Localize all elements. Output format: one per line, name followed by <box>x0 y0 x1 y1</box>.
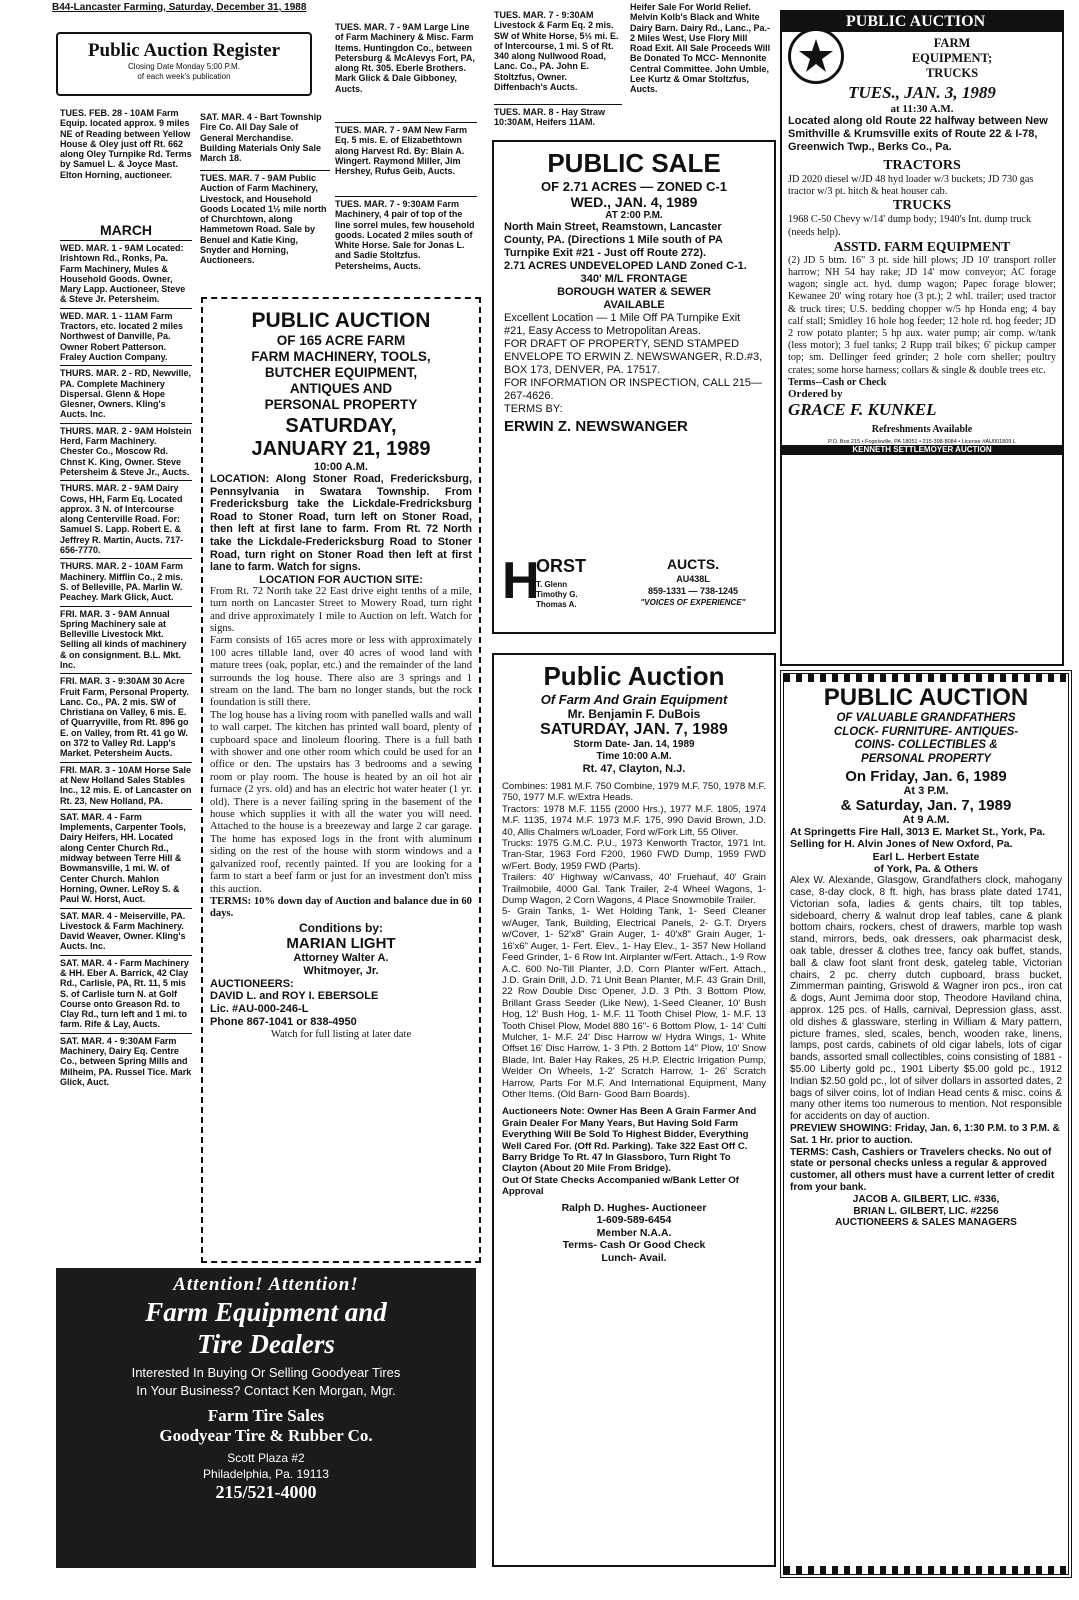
jones-title: PUBLIC AUCTION <box>823 684 1029 711</box>
jones-preview: PREVIEW SHOWING: Friday, Jan. 6, 1:30 P.M. to 3 P.M. & Sat. 1 Hr. prior to auction. <box>790 1122 1060 1146</box>
kunkel-band: KENNETH SETTLEMOYER AUCTION <box>782 445 1062 455</box>
listing-mar7-new: TUES. MAR. 7 - 9AM New Farm Eq. 5 mis. E. of Elizabethtown along Harvest Rd. By: Blain A. Wingert. Raymond Miller, Jim Hershey, Rufus Geib, Aucts. <box>335 122 477 195</box>
listing-entry: THURS. MAR. 2 - RD, Newville, PA. Complete Machinery Dispersal. Glenn & Hope Glesner, Owners. Kling's Aucts. Inc. <box>60 365 192 422</box>
listing-mar7-churchtown: TUES. MAR. 7 - 9AM Public Auction of Farm Machinery, Livestock, and Household Goods Located 1½ mile north of Churchtown, along Hammetown Road. Sale by Benuel and Katie King, Snyder and Horning, Auctioneers. <box>200 170 330 287</box>
ad165-cond: Conditions by: <box>299 920 383 935</box>
listing-column-1 <box>60 240 192 1290</box>
listing-mar7-large: TUES. MAR. 7 - 9AM Large Line of Farm Machinery & Misc. Farm Items. Huntingdon Co., between Petersburg & McAlevys Fort, PA, along Rt. 305. Eberle Brothers. Mark Glick & Dale Gibboney, Aucts. <box>335 22 475 94</box>
grain-sub: Of Farm And Grain Equipment <box>540 692 728 707</box>
grain-title: Public Auction <box>543 661 725 691</box>
kunkel-trucks: 1968 C-50 Chevy w/14' dump body; 1940's Int. dump truck (needs help). <box>788 214 1032 238</box>
tire-l7: Scott Plaza #2 Philadelphia, Pa. 19113 <box>203 1451 329 1481</box>
listing-entry: SAT. MAR. 4 - Farm Machinery & HH. Eber A. Barrick, 42 Clay Rd., Carlisle, PA, Rt. 11, 5 mis S. of Carlisle turn N. at Golf Course onto Greason Rd. to Clay Rd., turn left and 1 mi. to farm. Rife & Lay, Aucts. <box>60 955 192 1033</box>
sale-body: North Main Street, Reamstown, Lancaster County, PA. (Directions 1 Mile south of PA Turnpike Exit #21 - Just off Route 272). 2.71 ACRES UNDEVELOPED LAND Zoned C-1. <box>504 221 747 272</box>
listing-entry: FRI. MAR. 3 - 9:30AM 30 Acre Fruit Farm, Personal Property. Lanc. Co., PA. 2 mis. SW of Christiana on Valley, 6 mis. E. of Quarryville, from Rt. 896 go E. on Valley, from Rt. 41 go W. on 372 to Valley Rd. Lapp's Market. Petersheim Aucts. <box>60 673 192 761</box>
jones-auct: JACOB A. GILBERT, LIC. #336, BRIAN L. GILBERT, LIC. #2256 AUCTIONEERS & SALES MANAGERS <box>835 1193 1017 1229</box>
tire-l3: Tire Dealers <box>197 1329 335 1359</box>
horst-name: ORST <box>536 556 587 576</box>
sale-sub: OF 2.71 ACRES — ZONED C-1 <box>541 179 727 194</box>
ad165-location: LOCATION: Along Stoner Road, Fredericksburg, Pennsylvania in Swatara Township. From Fredericksburg take the Lickdale-Fredricksburg Road to Stoner Road, turn left on Stoner Road, then left at first lane to farm. From Rt. 72 North take the Lickdale-Fredericksburg Road to Stoner Road, turn right on Stoner Road then left at first lane to farm. Watch for signs. <box>210 473 472 574</box>
jones-sub: OF VALUABLE GRANDFATHERS CLOCK- FURNITURE- ANTIQUES- COINS- COLLECTIBLES & PERSONAL PROPERTY <box>833 712 1019 765</box>
page-header: B44-Lancaster Farming, Saturday, December 31, 1988 <box>52 2 307 13</box>
listing-entry: SAT. MAR. 4 - Farm Implements, Carpenter Tools, Dairy Heifers, HH. Located along Center Church Rd., midway between Terre Hill & Bowmansville, 1 mi. W. of Center Church. Mahlon Horning, Owner. LeRoy S. & Paul W. Horst, Auct. <box>60 809 192 908</box>
listing-entry: WED. MAR. 1 - 9AM Located: Irishtown Rd., Ronks, Pa. Farm Machinery, Mules & Household Goods. Owner, Mary Lapp. Auctioneer, Steve & Steve Jr. Petersheim. <box>60 240 192 308</box>
kunkel-title: PUBLIC AUCTION <box>846 13 986 30</box>
ad165-auct-title: AUCTIONEERS: <box>210 977 294 990</box>
kunkel-equip: (2) JD 5 btm. 16" 3 pt. side hill plows; JD 10' transport roller harrow; NH 54 hay rake; JD 14' mow conveyor; AC forage wagon; single act. hyd. dump wagon; Papec forage blower; Kewanee 20' wing rotary hoe (3 pt.); 2 whl. trailer; used tractor & truck tires; U.S. bedding chopper w/5 hp Honda eng; 4 bay calf stall; Smidley 16 hole hog feeder; 12 hole rd. hog feeder; JD 2 row potato planter; 5 hp aux. water pump; air comp. w/tank (less motor); 3 fuel tanks; 2 Rupp trail bikes; 6' pickup camper top; sm. Dellinger feed grinder; 2 hole corn sheller; poultry crates; some horse harness; collars & single & double trees etc. <box>788 254 1056 376</box>
ad-kunkel-auction <box>780 10 1064 666</box>
register-closing-sub: of each week's publication <box>137 72 231 81</box>
listing-entry: WED. MAR. 1 - 11AM Farm Tractors, etc. located 2 miles Northwest of Danville, Pa. Owner Robert Patterson. Fraley Auction Company. <box>60 308 192 365</box>
kunkel-footer: P.O. Box 215 • Fogelsville, PA 18051 • 215-398-8084 • License #AU001809 L <box>828 438 1016 445</box>
kunkel-h-tractors: TRACTORS <box>883 158 961 173</box>
horst-names: T. Glenn Timothy G. Thomas A. <box>536 580 578 609</box>
grain-date: SATURDAY, JAN. 7, 1989 <box>540 721 728 738</box>
kunkel-sub: FARM EQUIPMENT; TRUCKS <box>911 36 993 80</box>
ad165-time: 10:00 A.M. <box>313 461 368 473</box>
ad165-terms: TERMS: 10% down day of Auction and balance due in 60 days. <box>210 895 472 920</box>
listing-entry: FRI. MAR. 3 - 9AM Annual Spring Machinery sale at Belleville Livestock Mkt. Selling all kinds of machinery & on consignment. B.L. Mkt. Inc. <box>60 606 192 674</box>
kunkel-loc: Located along old Route 22 halfway between New Smithville & Krumsville exits of Route 22 & I-78, Greenwich Twp., Berks Co., Pa. <box>788 115 1048 153</box>
ad-goodyear-tires <box>56 1268 476 1568</box>
listing-heifer-sale: Heifer Sale For World Relief. Melvin Kolb's Black and White Dairy Barn. Dairy Rd., Lanc., Pa.- 2 Miles West, Use Flory Mill Road Exit. All Sale Proceeds Will Be Donated To MCC- Mennonite Central Committee. John Umble, Lee Kurtz & Omar Stoltzfus, Aucts. <box>630 2 771 95</box>
horst-aucts: AUCTS. <box>666 556 720 572</box>
sale-frontage: 340' M/L FRONTAGE BOROUGH WATER & SEWER AVAILABLE <box>557 273 711 311</box>
listing-mar7-nullwood: TUES. MAR. 7 - 9:30AM Livestock & Farm Eq. 2 mis. SW of White Horse, 5½ mi. E. of Intercourse, 1 mi. S of Rt. 340 along Nullwood Road, Lanc. Co., PA. John E. Stoltzfus, Owner. Diffenbach's Aucts. <box>494 10 619 93</box>
grain-storm: Storm Date- Jan. 14, 1989 Time 10:00 A.M. <box>573 739 695 762</box>
tire-l1: Attention! Attention! <box>173 1274 359 1295</box>
ad165-watch: Watch for full listing at later date <box>270 1028 412 1040</box>
listing-mar4-bart: SAT. MAR. 4 - Bart Township Fire Co. All Day Sale of General Merchandise. Building Materials Only Sale March 18. <box>200 112 322 164</box>
horst-lic: AU438L <box>676 574 710 584</box>
tire-l5: Farm Tire Sales <box>207 1406 325 1425</box>
ad-jones-antiques <box>780 670 1072 1578</box>
register-closing: Closing Date Monday 5:00 P.M. <box>128 62 240 71</box>
ad-165-acre-farm <box>201 297 481 1263</box>
sale-title: PUBLIC SALE <box>547 148 721 178</box>
jones-loc: At Springetts Fire Hall, 3013 E. Market St., York, Pa. Selling for H. Alvin Jones of New Oxford, Pa. <box>790 826 1046 851</box>
grain-owner: Mr. Benjamin F. DuBois <box>567 707 701 721</box>
tire-l4: Interested In Buying Or Selling Goodyear Tires In Your Business? Contact Ken Morgan, Mgr. <box>131 1365 401 1398</box>
jones-body: Alex W. Alexande, Glasgow, Grandfathers clock, mahogany case, 8-day clock, 8 ft. high, has brass plate dated 1741, Victorian sofa, ladies & gents chairs, tilt top tables, sideboard, cherry & walnut drop leaf tables, cane & plank bottom chairs, rockers, chest of drawers, marble top wash stand, mirrors, beds, oak dressers, oak pharmacist desk, oak table, dresser & clothes tree, fancy oak buffet, stands, ball & claw foot slant front desk, gateleg table, Victorian chairs, 2 pc. cherry dutch cupboard, brass bucket, Zimmerman painting, Griswold & Wagner iron pcs., iron cat & dogs, Aunt Jemima door stop, Theodore Haviland china, approx. 125 pcs. of Halls, carnival, Depression glass, asst. old dishes & glassware, sterling in William & Mary pattern, picture frames, sled, scales, bench, wooden rake, linens, lamps, post cards, cabinets of old cigar labels, lots of cigar bands, assorted small collectibles, coins consisting of 1881 - $5.00 Liberty gold pc., 1901 Liberty $5.00 gold pc., 1912 Indian $2.50 gold pc., lot of silver dollars in assorted dates, 2 bags of silver coins, lot of Indian Head cents & misc. coins & many other items too numerous to mention. Not responsible for accidents on day of auction. <box>790 875 1062 1123</box>
kunkel-h-trucks: TRUCKS <box>892 198 952 214</box>
ad165-body: Farm consists of 165 acres more or less with approximately 100 acres tillable land, over 40 acres of wood land with mature trees (oak, poplar, etc.) and the remainder of the land surrounds the log house. There also are 3 springs and 1 stream on the land. The barn no longer stands, but the rock foundation is still there. The log house has a living room with panelled walls and wall to wall carpet. The kitchen has printed wall board, plenty of cupboard space and linoleum flooring. There is a full bath with shower and one other room which could be used for an office or den. The upstairs has 3 bedrooms and a sewing room or play room. The house is heated by an oil hot air furnace (2 yrs. old) and has an electric hot water heater (1 yr. old). There is a never failing spring in the basement of the house which supplies it with all the water you will need. Attached to the house is a breezeway and large 2 car garage. The home has exposed logs in the front with aluminum siding on the rest of the house with storm windows and a galvanized roof, recently painted. If you are looking for a farm to start a beef farm or just for an investment don't miss this auction. <box>210 635 472 895</box>
jones-d2: & Saturday, Jan. 7, 1989 <box>840 797 1012 814</box>
listing-entry: THURS. MAR. 2 - 9AM Holstein Herd, Farm Machinery. Chester Co., Moscow Rd. Chnst K. King, Owner. Steve Petersheim & Steve Jr., Aucts. <box>60 423 192 480</box>
auctioneer-seal-icon <box>788 28 844 84</box>
listing-feb28: TUES. FEB. 28 - 10AM Farm Equip. located approx. 9 miles NE of Reading between Yellow House & Oley just off Rt. 662 along Oley Turnpike Rd. Terms by Samuel L. & Joyce Mast. Elton Horning, auctioneer. <box>60 108 192 180</box>
ad165-owner: MARIAN LIGHT <box>286 934 396 952</box>
tire-l8: 215/521-4000 <box>215 1482 317 1502</box>
sale-time: AT 2:00 P.M. <box>605 210 663 221</box>
border-decoration-top <box>784 674 1068 682</box>
grain-body: Combines: 1981 M.F. 750 Combine, 1979 M.F. 750, 1978 M.F. 750, 1977 M.F. w/Extra Heads. Tractors: 1978 M.F. 1155 (2000 Hrs.), 1977 M.F. 1805, 1974 M.F. 1135, 1974 M.F. 1973 M.F. 175, 990 David Brown, J.D. 40, Allis Chalmers w/Loader, Ford w/Fork Lift, 55 Oliver. Trucks: 1975 G.M.C. P.U., 1973 Kenworth Tractor, 1971 Int. Tran-Star, 1963 Ford F200, 1960 FWD Dump, 1959 FWD w/Fert. Body, 1959 FWD (Parts). Trailers: 40' Highway w/Canvass, 40' Fruehauf, 40' Grain Trailmobile, 4000 Gal. Tank Trailer, 2-4 Wheel Wagons, 1- Dump Wagon, 2 Corn Wagons, 4 Place Snowmobile Trailer. 5- Grain Tanks, 1- Wet Holding Tank, 1- Seed Cleaner w/Auger, Tank, Building, Electrical Panels, 2- G.T. Dryers w/Cover, 1- 52'x8" Grain Auger, 1- 40'x8" Grain Auger, 1- 16'x6" Auger, 1- Fert. Elev., 1- Hay Elev., 1- 357 New Holland Feed Grinder, 1- 6 Row Int. Airplanter w/Fert. Attach., 1-9 Row A.C. 600 No-Till Planter, J.D. Corn Planter w/Fert. Attach., J.D. Grain Drill, J.D. 71 Unit Bean Planter, M.F. 43 Grain Drill, 22 Row Double Disc Opener, J.D. 3 Pth. 3 Bottom Plow, Brillant Grass Seeder (Like New), 1-Seed Cleaner, 10' Bush Hog, 12' Bush Hog, 1- M.F. 11 Tooth Chisel Plow, 1- M.F. 13 Tooth Chisel Plow, Model 880 16"- 6 Bottom Plow, 1- 14' Culti Mulcher, 1- M.F. 24' Disc Harrow w/ Hydra Wings, 1- White Offset 16' Disc Harrow, 1- 3 Pth. 2 Bottom 14" Plow, 10' Snow Blade, Int. Baler Hay Rakes, 25 H.P. Electric Irrigation Pump, Welder On Wheels, 1-2' Scratch Harrow, 1- 26' Scratch Harrow, Parts For M.F. And International Equipment, Many Other Items. (Old Barn- Good Barn Boards). <box>502 781 766 1100</box>
grain-note: Auctioneers Note: Owner Has Been A Grain Farmer And Grain Dealer For Many Years, But Having Sold Farm Everything Will Be Sold To Highest Bidder, Everything Well Cared For. (Off Rd. Parking). Take 322 East Off C. Barry Bridge To Rt. 47 In Glassboro, Turn Right To Clayton (About 20 Mile From Bridge). Out Of State Checks Accompanied w/Bank Letter Of Approval <box>502 1106 757 1198</box>
ad165-atty: Attorney Walter A. Whitmoyer, Jr. <box>293 951 389 977</box>
jones-t2: At 9 A.M. <box>902 814 950 826</box>
jones-d1: On Friday, Jan. 6, 1989 <box>845 768 1007 785</box>
horst-phones: 859-1331 — 738-1245 <box>647 586 739 596</box>
ad165-site: From Rt. 72 North take 22 East drive eight tenths of a mile, turn north on Lancaster Street to Mowery Road, turn right and drive approximately 1 mile to Auction on left. Watch for signs. <box>210 585 472 634</box>
kunkel-terms: Terms--Cash or Check <box>788 376 887 388</box>
kunkel-owner: GRACE F. KUNKEL <box>788 399 937 419</box>
listing-entry: THURS. MAR. 2 - 10AM Farm Machinery. Mifflin Co., 2 mis. S. of Belleville, PA. Marlin W. Peachey. Mark Glick, Auct. <box>60 558 192 605</box>
listing-entry: THURS. MAR. 2 - 9AM Dairy Cows, HH, Farm Eq. Located approx. 3 N. of Intercourse along Centerville Road. For: Samuel S. Lapp. Robert E. & Jeffrey R. Martin, Aucts. 717-656-7770. <box>60 480 192 558</box>
listing-entry: SAT. MAR. 4 - 9:30AM Farm Machinery, Dairy Eq. Centre Co., between Spring Mills and Milheim, PA. Russel Tice. Mark Glick, Auct. <box>60 1033 192 1090</box>
sale-date: WED., JAN. 4, 1989 <box>570 194 698 210</box>
listing-entry: SAT. MAR. 4 - Meiserville, PA. Livestock & Farm Machinery. David Weaver, Owner. Kling's Aucts. Inc. <box>60 908 192 955</box>
listing-mar8: TUES. MAR. 8 - Hay Straw 10:30AM, Heifers 11AM. <box>494 104 622 131</box>
ad165-sub: OF 165 ACRE FARM FARM MACHINERY, TOOLS, BUTCHER EQUIPMENT, ANTIQUES AND PERSONAL PROPERTY <box>251 333 431 412</box>
kunkel-time: at 11:30 A.M. <box>890 103 954 115</box>
ad165-auct: DAVID L. and ROY I. EBERSOLE Lic. #AU-000-246-L Phone 867-1041 or 838-4950 <box>210 989 379 1028</box>
border-decoration-bottom <box>784 1566 1068 1574</box>
month-heading: MARCH <box>99 222 153 238</box>
register-box <box>56 32 312 96</box>
tire-l2: Farm Equipment and <box>145 1297 387 1327</box>
horst-slogan: "VOICES OF EXPERIENCE" <box>640 598 746 607</box>
horst-logo <box>500 552 768 628</box>
ad-grain-auction <box>492 653 776 1567</box>
ad165-day: SATURDAY, <box>285 415 397 437</box>
listing-mar7-whitehorse: TUES. MAR. 7 - 9:30AM Farm Machinery, 4 pair of top of the line sorrel mules, few household goods. Located 2 miles south of White Horse. Sale for Jonas L. and Sadie Stoltzfus. Petersheims, Aucts. <box>335 196 477 289</box>
grain-loc: Rt. 47, Clayton, N.J. <box>582 763 686 775</box>
register-title: Public Auction Register <box>87 40 281 61</box>
jones-estate: Earl L. Herbert Estate of York, Pa. & Others <box>872 850 980 875</box>
jones-t1: At 3 P.M. <box>903 785 949 797</box>
kunkel-date: TUES., JAN. 3, 1989 <box>848 83 996 102</box>
ad165-title: PUBLIC AUCTION <box>251 309 431 332</box>
kunkel-ordered: Ordered by <box>788 387 843 400</box>
ad-public-sale <box>492 140 776 634</box>
grain-auct: Ralph D. Hughes- Auctioneer 1-609-589-6454 Member N.A.A. Terms- Cash Or Good Check Lunch- Avail. <box>561 1201 707 1264</box>
ad165-date: JANUARY 21, 1989 <box>251 438 431 460</box>
kunkel-h-equip: ASSTD. FARM EQUIPMENT <box>833 238 1011 254</box>
kunkel-refresh: Refreshments Available <box>871 423 973 435</box>
ad165-site-title: LOCATION FOR AUCTION SITE: <box>259 573 423 586</box>
kunkel-tractors: JD 2020 diesel w/JD 48 hyd loader w/3 buckets; JD 730 gas tractor w/3 pt. hitch & heat houser cab. <box>788 174 1034 198</box>
horst-h: H <box>502 552 540 610</box>
sale-owner: ERWIN Z. NEWSWANGER <box>504 418 688 435</box>
jones-terms: TERMS: Cash, Cashiers or Travelers checks. No out of state or personal checks unless a regular & approved customer, all others must have a current letter of credit from your bank. <box>790 1146 1055 1193</box>
tire-l6: Goodyear Tire & Rubber Co. <box>159 1426 373 1445</box>
listing-entry: FRI. MAR. 3 - 10AM Horse Sale at New Holland Sales Stables Inc., 12 mis. E. of Lancaster on Rt. 23, New Holland, PA. <box>60 762 192 809</box>
sale-body2: Excellent Location — 1 Mile Off PA Turnpike Exit #21, Easy Access to Metropolitan Areas. FOR DRAFT OF PROPERTY, SEND STAMPED ENVELOPE TO ERWIN Z. NEWSWANGER, R.D.#3, BOX 173, DENVER, PA. 17517. FOR INFORMATION OR INSPECTION, CALL 215—267-4626. TERMS BY: <box>504 312 763 415</box>
